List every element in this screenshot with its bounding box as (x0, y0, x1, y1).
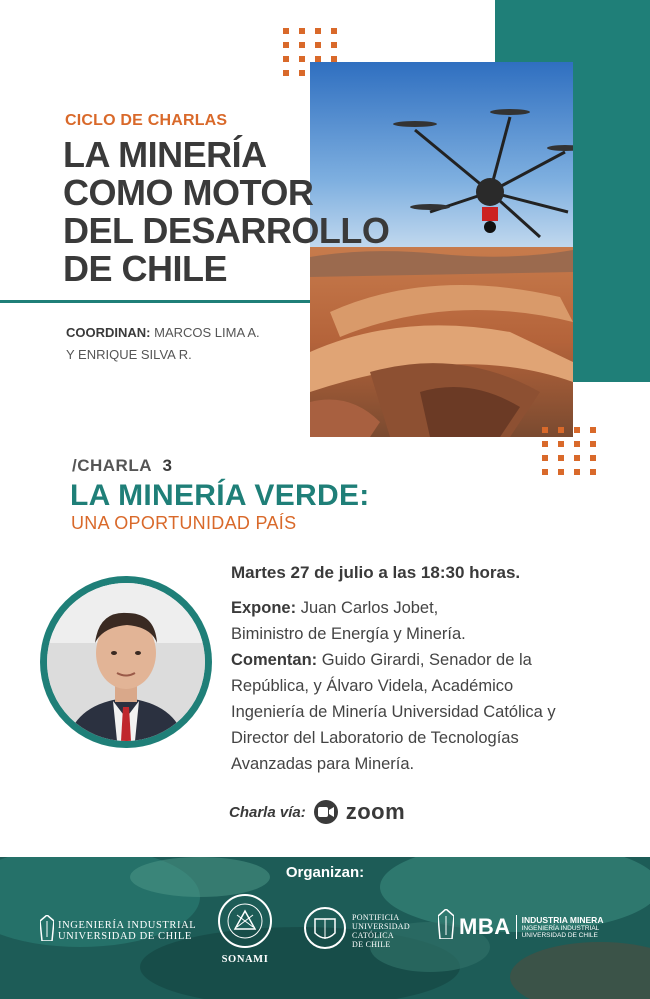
commenters-line5: Avanzadas para Minería. (231, 755, 415, 773)
logo3-line4: DE CHILE (352, 939, 391, 949)
speaker-label: Expone: (231, 599, 297, 617)
talk-number-value: 3 (162, 456, 173, 475)
logo-sonami (214, 893, 276, 965)
event-title (63, 136, 389, 288)
logo4-mba: MBA (459, 913, 511, 939)
speaker-name: Juan Carlos Jobet, (300, 599, 439, 617)
logo1-line2: UNIVERSIDAD DE CHILE (58, 930, 192, 942)
talk-prefix: /CHARLA (72, 456, 152, 475)
logo-puc (303, 903, 410, 958)
organizers-label: Organizan: (285, 864, 365, 881)
commenters-line1: Guido Girardi, Senador de la (321, 651, 532, 669)
via-label: Charla vía: (229, 803, 306, 821)
commenters-line4: Director del Laboratorio de Tecnologías (231, 729, 519, 747)
teal-divider (0, 300, 310, 303)
title-line: DEL DESARROLLO (63, 210, 390, 251)
commenters-line3: Ingeniería de Minería Universidad Católica y (231, 703, 556, 721)
talk-subtitle: UNA OPORTUNIDAD PAÍS (71, 513, 297, 533)
logo-mba-industria-minera (438, 909, 603, 944)
logo1-line1: INGENIERÍA INDUSTRIAL (58, 919, 197, 931)
sonami-seal-icon (217, 936, 273, 953)
coordinators-line1: MARCOS LIMA A. (154, 325, 260, 340)
coordinators-line2: Y ENRIQUE SILVA R. (66, 347, 192, 362)
logo3-line2: UNIVERSIDAD (352, 921, 410, 931)
video-camera-icon (314, 800, 338, 824)
talk-details (231, 595, 636, 777)
coordinators-label: COORDINAN: (66, 325, 151, 340)
logo-ingenieria-industrial (40, 915, 196, 946)
event-date: Martes 27 de julio a las 18:30 horas. (231, 563, 521, 582)
speaker-portrait (40, 576, 212, 748)
avatar (47, 583, 205, 741)
platform-info (229, 799, 405, 825)
organizers-footer (0, 857, 650, 999)
dot-pattern-bottom (542, 427, 596, 475)
zoom-logo: zoom (345, 799, 406, 824)
university-crest-icon (40, 915, 54, 946)
title-line: DE CHILE (63, 248, 228, 289)
logo4-line2: INDUSTRIA MINERA (521, 914, 604, 925)
series-label: CICLO DE CHARLAS (65, 112, 228, 129)
logo3-line3: CATÓLICA (352, 930, 394, 940)
logo3-line1: PONTIFICIA (352, 912, 400, 922)
talk-title: LA MINERÍA VERDE: (70, 479, 370, 512)
commenters-line2: República, y Álvaro Videla, Académico (231, 677, 514, 695)
talk-number (72, 456, 172, 476)
logo2-line1: SONAMI (221, 954, 269, 965)
logo4-line3: INGENIERÍA INDUSTRIAL (521, 924, 600, 932)
coordinators (66, 322, 260, 366)
title-line: LA MINERÍA (63, 134, 267, 175)
commenters-label: Comentan: (231, 651, 318, 669)
title-line: COMO MOTOR (63, 172, 314, 213)
logo4-line4: UNIVERSIDAD DE CHILE (521, 931, 598, 939)
university-crest-icon (438, 909, 454, 944)
speaker-role: Biministro de Energía y Minería. (231, 625, 466, 643)
puc-crest-icon (303, 903, 347, 958)
